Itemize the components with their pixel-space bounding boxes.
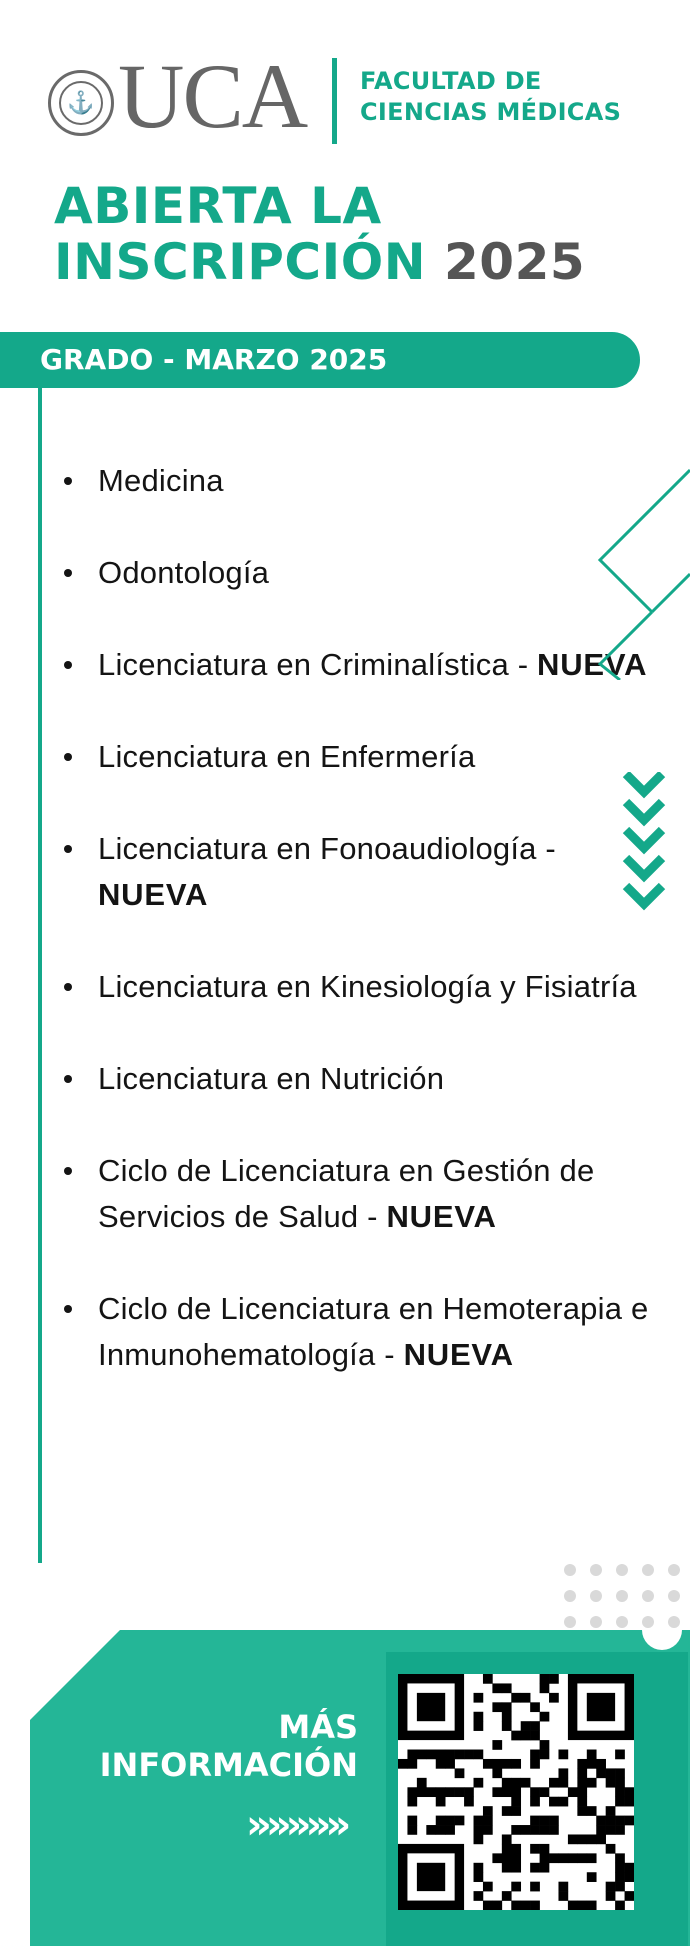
program-name: Licenciatura en Kinesiología y Fisiatría xyxy=(98,969,637,1004)
program-name: Licenciatura en Nutrición xyxy=(98,1061,445,1096)
more-info-line2: INFORMACIÓN xyxy=(99,1746,358,1784)
vertical-accent-line xyxy=(38,388,42,1563)
program-item xyxy=(56,826,656,918)
program-name: Odontología xyxy=(98,555,270,590)
new-badge: NUEVA xyxy=(537,647,648,682)
program-item xyxy=(56,964,656,1010)
new-badge: NUEVA xyxy=(403,1337,514,1372)
program-list xyxy=(56,458,656,1424)
program-name: Licenciatura en Enfermería xyxy=(98,739,476,774)
more-info-label xyxy=(0,1708,358,1784)
program-item xyxy=(56,642,656,688)
new-badge: NUEVA xyxy=(386,1199,497,1234)
grado-band-label: GRADO - MARZO 2025 xyxy=(40,343,388,376)
faculty-name xyxy=(360,66,621,128)
program-item xyxy=(56,1148,656,1240)
chevron-down-icon xyxy=(622,772,670,920)
program-item xyxy=(56,458,656,504)
faculty-line1: FACULTAD DE xyxy=(360,67,542,95)
program-name: Ciclo de Licenciatura en Gestión de Servicios de Salud - xyxy=(98,1153,595,1234)
qr-code-icon[interactable] xyxy=(398,1674,634,1910)
title-line1: ABIERTA LA xyxy=(54,177,382,235)
program-name: Ciclo de Licenciatura en Hemoterapia e Inmunohematología - xyxy=(98,1291,649,1372)
university-seal-icon xyxy=(48,70,114,136)
program-name: Licenciatura en Criminalística - xyxy=(98,647,538,682)
faculty-line2: CIENCIAS MÉDICAS xyxy=(360,98,622,126)
seal-glyph: ⚓ xyxy=(59,81,103,125)
program-item xyxy=(56,550,656,596)
title-year: 2025 xyxy=(443,233,586,291)
logo-divider xyxy=(332,58,337,144)
program-item xyxy=(56,1286,656,1378)
double-chevron-right-icon: »»»»» xyxy=(246,1802,346,1848)
program-name: Licenciatura en Fonoaudiología - xyxy=(98,831,556,866)
qr-code-graphic xyxy=(398,1674,634,1910)
program-name: Medicina xyxy=(98,463,224,498)
diamond-outline-icon xyxy=(596,468,690,680)
title-line2: INSCRIPCIÓN xyxy=(54,233,427,291)
program-item xyxy=(56,1056,656,1102)
new-badge: NUEVA xyxy=(98,877,209,912)
logo-text: UCA xyxy=(118,45,307,147)
page-title xyxy=(54,178,585,290)
more-info-line1: MÁS xyxy=(278,1708,358,1746)
program-item xyxy=(56,734,656,780)
dot-grid-decoration xyxy=(560,1560,690,1630)
